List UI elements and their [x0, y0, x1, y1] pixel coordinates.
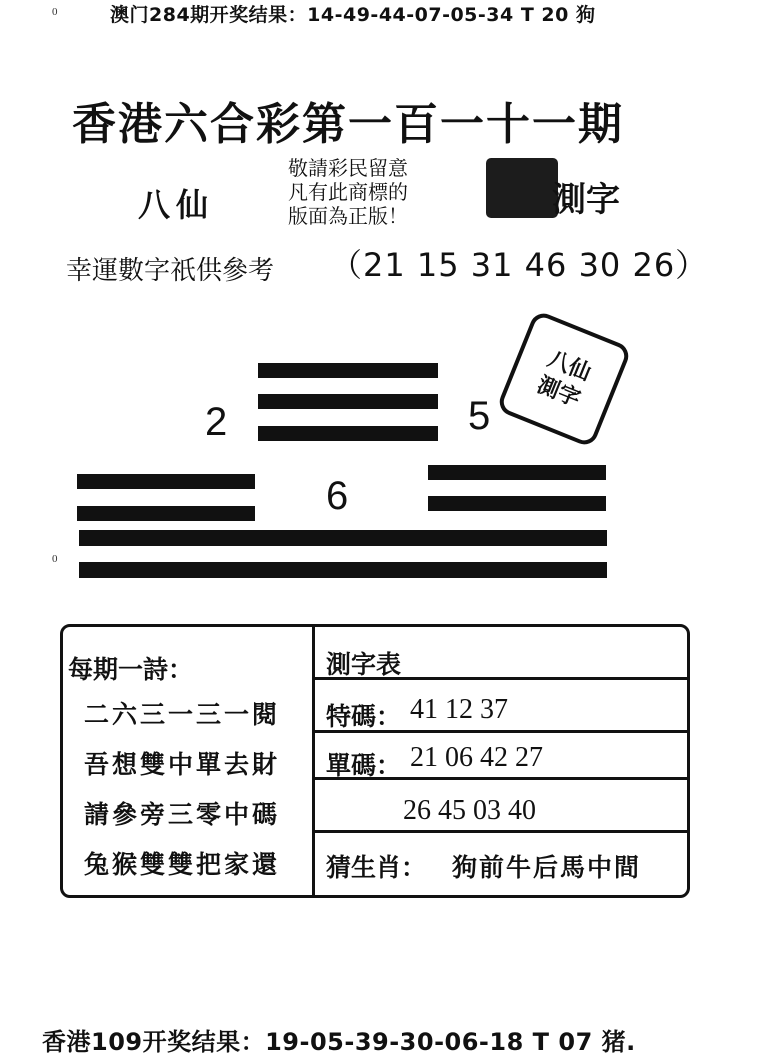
- hexagram-bar: [77, 474, 255, 489]
- hexagram-digit: 6: [326, 474, 349, 518]
- hexagram-bar: [258, 426, 438, 441]
- zodiac-value: 狗前牛后馬中間: [452, 853, 642, 882]
- poem-line: 二六三一三一閱: [84, 700, 281, 729]
- hexagram-bar: [79, 562, 607, 578]
- hexagram-bar: [258, 363, 438, 378]
- poem-title: 每期一詩：: [68, 655, 194, 684]
- hexagram-bar: [428, 496, 606, 511]
- stray-mark: 0: [52, 6, 58, 18]
- table-divider: [312, 627, 315, 895]
- page-title: 香港六合彩第一百一十一期: [72, 99, 624, 150]
- table-header: 測字表: [326, 650, 402, 679]
- special-number-label: 特碼：: [326, 702, 402, 731]
- notice-line: 版面為正版！: [288, 204, 408, 228]
- hexagram-digit: 5: [468, 394, 491, 438]
- poem-line: 吾想雙中單去財: [84, 750, 281, 779]
- stray-mark: 0: [52, 553, 58, 565]
- table-divider: [315, 830, 687, 833]
- brand-logo-icon: [486, 158, 558, 218]
- single-number-label: 單碼：: [326, 751, 402, 780]
- special-numbers: 41 12 37: [410, 694, 508, 725]
- top-result-banner: 澳门284期开奖结果：14-49-44-07-05-34 T 20 狗: [110, 4, 596, 26]
- brand-trademark: 測字: [552, 180, 620, 220]
- hexagram-bar: [428, 465, 606, 480]
- single-numbers: 21 06 42 27: [410, 742, 543, 773]
- hexagram-bar: [79, 530, 607, 546]
- brand-name: 八仙: [138, 186, 215, 224]
- bottom-result-banner: 香港109开奖结果：19-05-39-30-06-18 T 07 猪.: [42, 1028, 636, 1056]
- stamp-line: 八仙: [543, 345, 595, 387]
- notice-line: 凡有此商標的: [288, 180, 408, 204]
- stamp-line: 測字: [533, 371, 585, 413]
- lucky-numbers-label: 幸運數字祇供參考: [66, 256, 275, 286]
- hexagram-bar: [77, 506, 255, 521]
- single-numbers: 26 45 03 40: [403, 795, 536, 826]
- lucky-numbers: （21 15 31 46 30 26）: [330, 246, 709, 284]
- brand-stamp: [496, 309, 633, 448]
- authenticity-notice: [288, 156, 408, 228]
- hexagram-bar: [258, 394, 438, 409]
- notice-line: 敬請彩民留意: [288, 156, 408, 180]
- poem-line: 請參旁三零中碼: [84, 800, 281, 829]
- hexagram-digit: 2: [205, 400, 228, 444]
- zodiac-label: 猜生肖：: [326, 853, 427, 882]
- poem-line: 兔猴雙雙把家還: [84, 850, 281, 879]
